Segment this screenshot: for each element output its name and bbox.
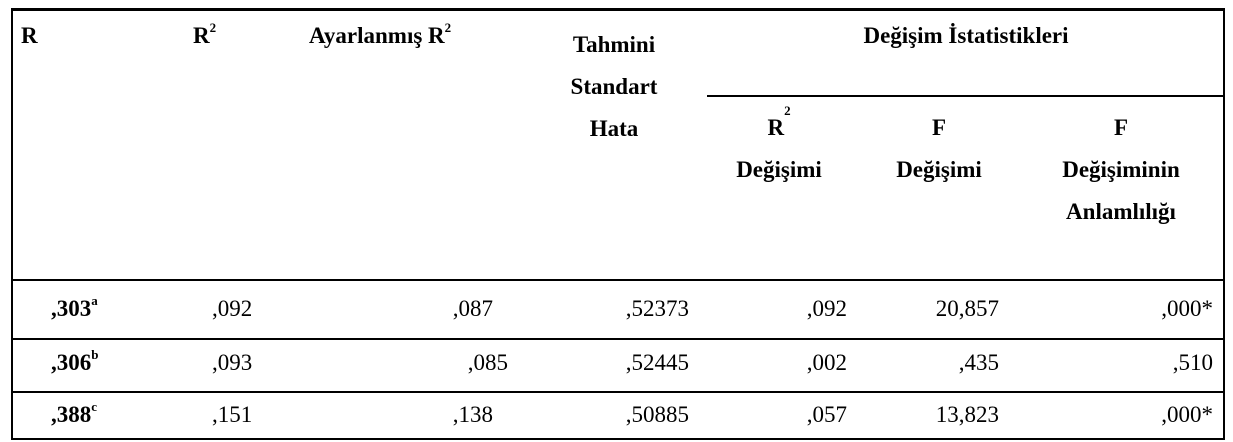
header-separator [11, 279, 1225, 281]
cell-adjusted-r-squared: ,085 [467, 350, 508, 375]
cell-f-change-significance: ,000* [1161, 402, 1213, 427]
cell-f-change: ,435 [958, 350, 999, 375]
cell-r-squared: ,092 [212, 296, 253, 321]
cell-r: ,303$^a$ [51, 293, 98, 321]
cell-std-error: ,50885 [625, 402, 689, 427]
table-left-border [11, 8, 13, 440]
cell-f-change: 20,857 [935, 296, 999, 321]
model-summary-table [11, 8, 1225, 440]
row-separator [11, 338, 1225, 340]
header-f-change: F Değişimi [896, 115, 982, 182]
table-bottom-border [11, 438, 1225, 440]
cell-r: ,306$^b$ [51, 347, 99, 375]
cell-std-error: ,52445 [625, 350, 689, 375]
cell-r-squared-change: ,002 [806, 350, 847, 375]
cell-adjusted-r-squared: ,087 [452, 296, 493, 321]
cell-r-squared-change: ,092 [806, 296, 847, 321]
group-underline [707, 95, 1225, 97]
cell-r-squared: ,151 [212, 402, 253, 427]
table-top-border [11, 8, 1225, 11]
table-right-border [1223, 8, 1225, 440]
header-std-error: Tahmini Standart Hata [570, 32, 658, 141]
cell-r-squared: ,093 [212, 350, 253, 375]
header-adjusted-r-squared: Ayarlanmış $R^2$ [309, 20, 452, 48]
header-f-change-significance: F Değişiminin Anlamlılığı [1062, 115, 1180, 224]
header-r-squared: $R^2$ [193, 20, 217, 48]
cell-r: ,388$^c$ [51, 399, 98, 427]
header-r: R [21, 23, 38, 48]
cell-f-change-significance: ,000* [1161, 296, 1213, 321]
row-separator [11, 391, 1225, 393]
header-r-squared-change: $R^2$ Değişimi [736, 103, 822, 182]
cell-std-error: ,52373 [625, 296, 689, 321]
cell-adjusted-r-squared: ,138 [452, 402, 493, 427]
cell-f-change: 13,823 [935, 402, 999, 427]
header-change-statistics: Değişim İstatistikleri [863, 23, 1069, 48]
cell-f-change-significance: ,510 [1172, 350, 1213, 375]
cell-r-squared-change: ,057 [806, 402, 847, 427]
